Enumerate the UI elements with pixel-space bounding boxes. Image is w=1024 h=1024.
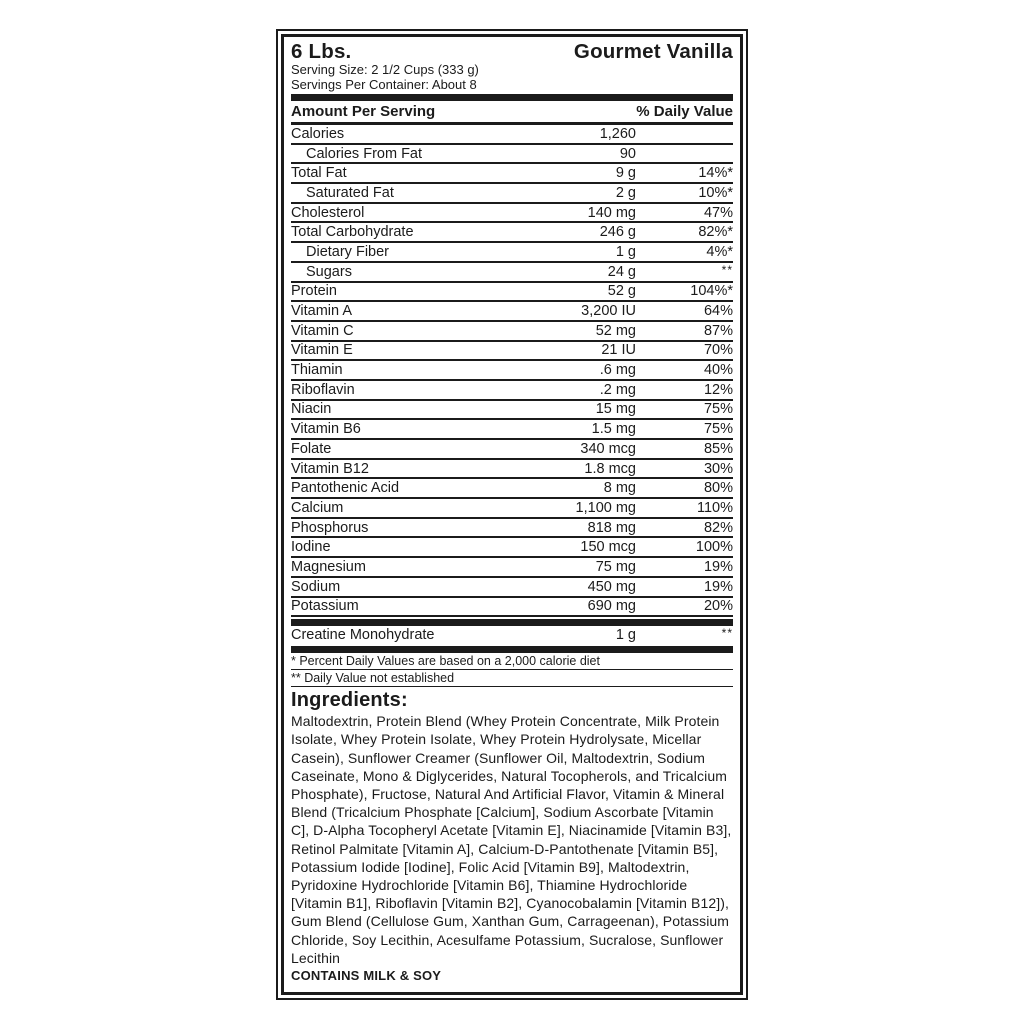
table-row xyxy=(291,538,733,558)
serving-size: Serving Size: 2 1/2 Cups (333 g) xyxy=(291,62,479,77)
table-row xyxy=(291,164,733,184)
nutrient-amount: 2 g xyxy=(615,184,636,201)
nutrient-amount: 15 mg xyxy=(595,401,636,418)
nutrient-amount: 1,260 xyxy=(599,125,636,142)
table-row xyxy=(291,204,733,224)
table-row xyxy=(291,420,733,440)
nutrient-dv: 64% xyxy=(703,303,733,320)
table-row xyxy=(291,145,733,165)
table-row xyxy=(291,322,733,342)
table-row xyxy=(291,519,733,539)
table-row xyxy=(291,342,733,362)
col-amount-per-serving: Amount Per Serving xyxy=(291,103,436,120)
nutrient-amount: 75 mg xyxy=(595,558,636,575)
nutrient-dv: 40% xyxy=(703,362,733,379)
nutrient-name: Sugars xyxy=(306,263,352,280)
nutrient-amount: 52 g xyxy=(607,283,636,300)
nutrient-name: Saturated Fat xyxy=(306,184,394,201)
nutrient-name: Thiamin xyxy=(291,362,343,379)
product-size: 6 Lbs. xyxy=(291,40,352,63)
ingredients-heading: Ingredients: xyxy=(291,689,408,712)
col-daily-value: % Daily Value xyxy=(636,103,733,120)
table-row xyxy=(291,302,733,322)
nutrient-name: Vitamin B12 xyxy=(291,460,369,477)
nutrient-amount: 246 g xyxy=(599,224,636,241)
nutrient-dv: 30% xyxy=(703,460,733,477)
nutrient-amount: 150 mcg xyxy=(580,539,636,556)
nutrient-amount: 1,100 mg xyxy=(575,499,636,516)
nutrient-name: Calories From Fat xyxy=(306,145,423,162)
nutrient-dv: 104%* xyxy=(690,283,733,300)
table-row xyxy=(291,361,733,381)
table-row xyxy=(291,125,733,145)
nutrient-amount: 24 g xyxy=(607,263,636,280)
nutrient-amount: .6 mg xyxy=(599,362,636,379)
nutrient-name: Protein xyxy=(291,283,337,300)
nutrient-name: Vitamin E xyxy=(291,342,353,359)
nutrient-amount: 1.8 mcg xyxy=(584,460,636,477)
nutrient-name: Cholesterol xyxy=(291,204,365,221)
table-row xyxy=(291,223,733,243)
table-row xyxy=(291,381,733,401)
nutrient-amount: .2 mg xyxy=(599,381,636,398)
table-row xyxy=(291,283,733,303)
nutrient-dv: 12% xyxy=(703,381,733,398)
nutrient-amount: 1 g xyxy=(615,243,636,260)
nutrient-amount: 9 g xyxy=(615,165,636,182)
nutrient-dv: 85% xyxy=(703,440,733,457)
nutrient-name: Vitamin C xyxy=(291,322,354,339)
nutrient-dv: 10%* xyxy=(698,184,733,201)
table-row-creatine xyxy=(291,626,733,644)
nutrient-name: Pantothenic Acid xyxy=(291,480,400,497)
nutrient-name: Vitamin A xyxy=(291,303,352,320)
product-flavor: Gourmet Vanilla xyxy=(573,40,733,63)
table-column-header xyxy=(291,101,733,125)
nutrient-amount: 52 mg xyxy=(595,322,636,339)
nutrient-name: Total Carbohydrate xyxy=(291,224,414,241)
nutrient-name: Dietary Fiber xyxy=(306,243,389,260)
nutrient-dv: 14%* xyxy=(698,165,733,182)
table-row xyxy=(291,558,733,578)
nutrient-dv: 87% xyxy=(703,322,733,339)
ingredients-text: Maltodextrin, Protein Blend (Whey Protein Concentrate, Milk Protein Isolate, Whey Protein Isolate, Whey Protein Hydrolysate, Micellar Casein), Sunflower Creamer (Sunflower Oil, Maltodextrin, Sodium Caseinate, Mono & Diglycerides, Natural Tocopherols, and Tricalcium Phosphate), Fructose, Natural And Artificial Flavor, Vitamin & Mineral Blend (Tricalcium Phosphate [Calcium], Sodium Ascorbate [Vitamin C], D-Alpha Tocopheryl Acetate [Vitamin E], Niacinamide [Vitamin B3], Retinol Palmitate [Vitamin A], Calcium-D-Pantothenate [Vitamin B5], Potassium Iodide [Iodine], Folic Acid [Vitamin B9], Maltodextrin, Pyridoxine Hydrochloride [Vitamin B6], Thiamine Hydrochloride [Vitamin B1], Riboflavin [Vitamin B2], Cyanocobalamin [Vitamin B12]), Gum Blend (Cellulose Gum, Xanthan Gum, Carrageenan), Potassium Chloride, Soy Lecithin, Acesulfame Potassium, Sucralose, Sunflower Lecithin xyxy=(291,713,732,966)
table-row xyxy=(291,479,733,499)
nutrient-dv: 110% xyxy=(696,499,733,516)
nutrient-amount: 3,200 IU xyxy=(581,303,636,320)
nutrient-amount: 818 mg xyxy=(587,519,636,536)
nutrient-dv: 82%* xyxy=(698,224,733,241)
nutrient-dv: 4%* xyxy=(706,243,733,260)
nutrient-dv: 75% xyxy=(703,401,733,418)
nutrition-rows xyxy=(291,125,733,617)
label-header xyxy=(291,40,733,63)
nutrition-label-inner xyxy=(281,34,743,995)
nutrient-name: Sodium xyxy=(291,578,341,595)
table-row xyxy=(291,401,733,421)
divider-bar-mid-2 xyxy=(291,646,733,653)
footnote-percent-dv: * Percent Daily Values are based on a 2,000 calorie diet xyxy=(291,653,733,670)
nutrient-amount: 450 mg xyxy=(587,578,636,595)
divider-bar-mid-1 xyxy=(291,619,733,626)
nutrient-dv: 75% xyxy=(703,421,733,438)
table-row xyxy=(291,460,733,480)
nutrient-dv: 19% xyxy=(703,578,733,595)
nutrient-dv: 100% xyxy=(695,539,733,556)
nutrient-dv: 70% xyxy=(703,342,733,359)
nutrient-amount: 690 mg xyxy=(587,598,636,615)
servings-per-container: Servings Per Container: About 8 xyxy=(291,76,477,92)
nutrient-name: Phosphorus xyxy=(291,519,369,536)
nutrient-name: Niacin xyxy=(291,401,332,418)
nutrient-amount: 1.5 mg xyxy=(591,421,636,438)
table-row xyxy=(291,578,733,598)
nutrient-name: Calories xyxy=(291,125,345,142)
table-row xyxy=(291,499,733,519)
nutrient-name: Magnesium xyxy=(291,558,366,575)
footnote-dv-not-established: ** Daily Value not established xyxy=(291,670,733,687)
nutrient-name: Iodine xyxy=(291,539,331,556)
nutrient-dv: 47% xyxy=(703,204,733,221)
nutrient-dv: 20% xyxy=(703,598,733,615)
nutrient-name: Creatine Monohydrate xyxy=(291,627,435,644)
nutrient-name: Calcium xyxy=(291,499,344,516)
nutrient-dv: 80% xyxy=(703,480,733,497)
allergen-statement: CONTAINS MILK & SOY xyxy=(291,968,442,984)
nutrient-amount: 21 IU xyxy=(601,342,636,359)
nutrient-dv: 19% xyxy=(703,558,733,575)
nutrient-dv: ** xyxy=(721,262,733,277)
divider-bar-top xyxy=(291,94,733,101)
nutrient-amount: 340 mcg xyxy=(580,440,636,457)
nutrient-name: Total Fat xyxy=(291,165,347,182)
nutrient-name: Folate xyxy=(291,440,332,457)
table-row xyxy=(291,263,733,283)
nutrient-amount: 1 g xyxy=(615,627,636,644)
table-row xyxy=(291,598,733,618)
nutrient-amount: 140 mg xyxy=(587,204,636,221)
table-row xyxy=(291,184,733,204)
table-row xyxy=(291,243,733,263)
nutrient-amount: 8 mg xyxy=(603,480,636,497)
nutrition-label xyxy=(276,29,748,1000)
table-row xyxy=(291,440,733,460)
nutrient-dv: 82% xyxy=(703,519,733,536)
nutrient-name: Potassium xyxy=(291,598,359,615)
nutrient-dv: ** xyxy=(721,626,733,641)
nutrient-amount: 90 xyxy=(619,145,636,162)
nutrient-name: Riboflavin xyxy=(291,381,355,398)
nutrient-name: Vitamin B6 xyxy=(291,421,361,438)
